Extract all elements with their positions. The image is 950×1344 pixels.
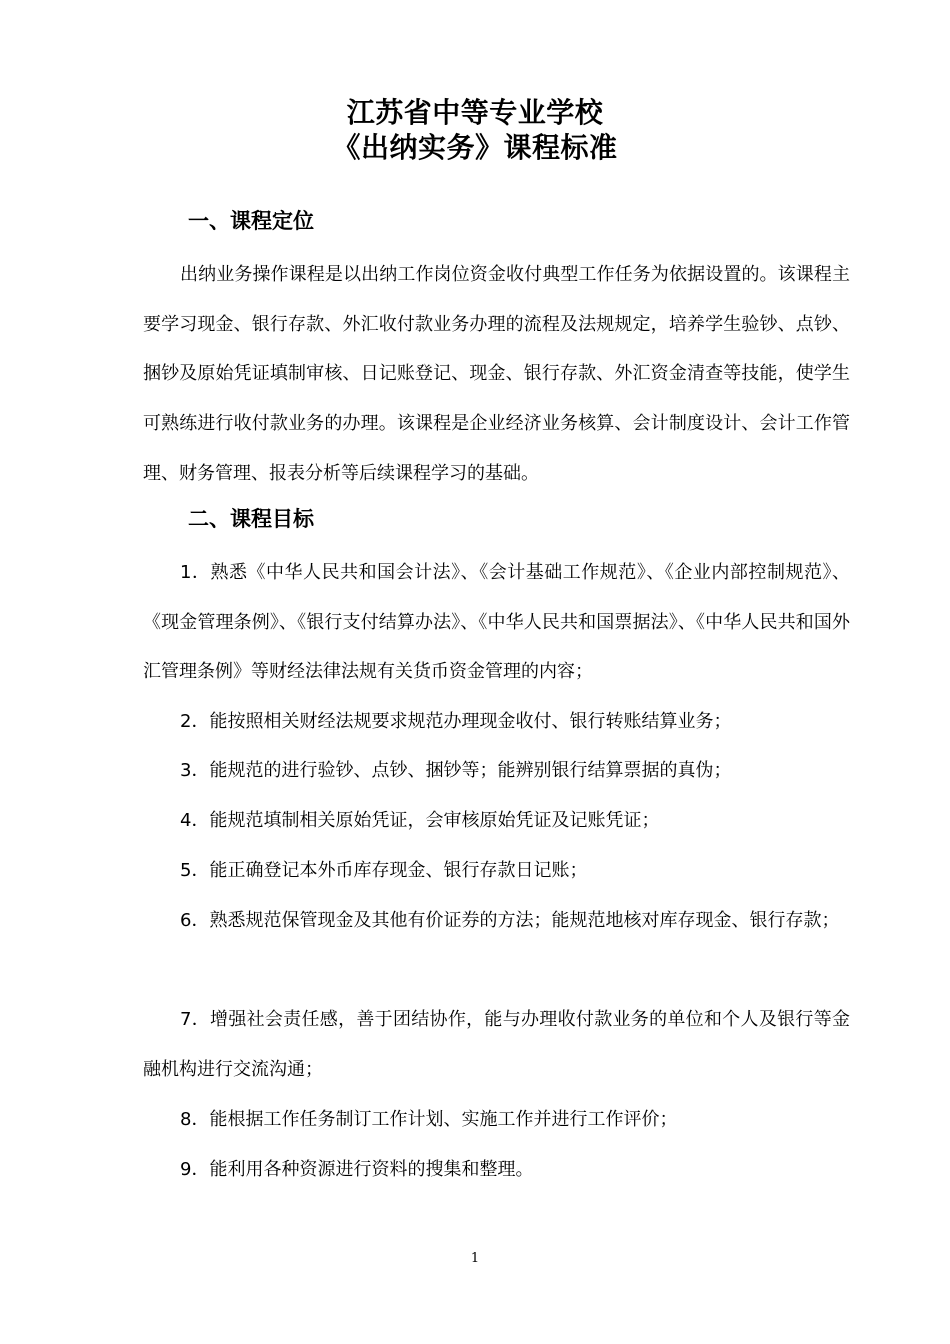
section-heading-course-positioning: 一、课程定位 (188, 209, 314, 233)
objective-item: 3．能规范的进行验钞、点钞、捆钞等；能辨别银行结算票据的真伪； (180, 760, 732, 781)
section-paragraph-course-positioning: 出纳业务操作课程是以出纳工作岗位资金收付典型工作任务为依据设置的。该课程主要学习现金、银行存款、外汇收付款业务办理的流程及法规规定，培养学生验钞、点钞、捆钞及原始凭证填制审核、日记账登记、现金、银行存款、外汇资金清查等技能，使学生可熟练进行收付款业务的办理。该课程是企业经济业务核算、会计制度设计、会计工作管理、财务管理、报表分析等后续课程学习的基础。 (143, 264, 850, 484)
objective-item: 7．增强社会责任感，善于团结协作，能与办理收付款业务的单位和个人及银行等金融机构进行交流沟通； (143, 1009, 850, 1080)
objective-item: 8．能根据工作任务制订工作计划、实施工作并进行工作评价； (180, 1109, 678, 1130)
document-title-line-2: 《出纳实务》课程标准 (332, 131, 618, 164)
objective-item: 4．能规范填制相关原始凭证，会审核原始凭证及记账凭证； (180, 810, 660, 831)
page-number: 1 (470, 1251, 480, 1266)
objective-item: 6．熟悉规范保管现金及其他有价证券的方法；能规范地核对库存现金、银行存款； (180, 910, 840, 931)
objective-item: 1．熟悉《中华人民共和国会计法》、《会计基础工作规范》、《企业内部控制规范》、《现金管理条例》、《银行支付结算办法》、《中华人民共和国票据法》、《中华人民共和国外汇管理条例》等财经法律法规有关货币资金管理的内容； (143, 562, 850, 683)
objective-item: 9．能利用各种资源进行资料的搜集和整理。 (180, 1159, 534, 1180)
section-heading-course-objectives: 二、课程目标 (188, 507, 314, 531)
document-title-line-1: 江苏省中等专业学校 (346, 96, 604, 129)
objective-item: 2．能按照相关财经法规要求规范办理现金收付、银行转账结算业务； (180, 711, 732, 732)
objective-item: 5．能正确登记本外币库存现金、银行存款日记账； (180, 860, 588, 881)
